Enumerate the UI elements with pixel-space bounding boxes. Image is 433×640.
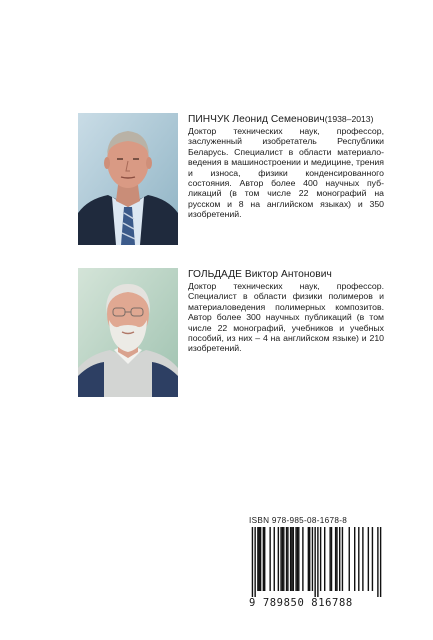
barcode-bar bbox=[280, 527, 281, 591]
barcode-bar bbox=[312, 527, 313, 591]
author-photo-2 bbox=[78, 268, 178, 397]
barcode-bar bbox=[329, 527, 330, 591]
barcode-bar bbox=[354, 527, 355, 591]
barcode-bar bbox=[287, 527, 288, 591]
barcode-bar bbox=[260, 527, 261, 591]
author-heading-2 bbox=[188, 268, 384, 281]
author-name: ГОЛЬДАДЕ Виктор Антонович bbox=[188, 269, 332, 280]
barcode-bar bbox=[358, 527, 359, 591]
isbn-label: ISBN 978-985-08-1678-8 bbox=[249, 516, 348, 525]
author-years: (1938–2013) bbox=[324, 114, 374, 124]
barcode-bar bbox=[293, 527, 294, 591]
barcode-bar bbox=[309, 527, 310, 591]
barcode-bar bbox=[286, 527, 287, 591]
barcode-bar bbox=[274, 527, 275, 591]
barcode-bar bbox=[297, 527, 298, 591]
barcode-bar bbox=[372, 527, 373, 591]
barcode-bar bbox=[252, 527, 253, 597]
barcode-bar bbox=[302, 527, 303, 591]
author-name: ПИНЧУК Леонид Семенович bbox=[188, 114, 325, 125]
barcode-bar bbox=[278, 527, 279, 591]
barcode-bar bbox=[314, 527, 315, 597]
barcode-bar bbox=[349, 527, 350, 591]
author-bio-1 bbox=[188, 113, 384, 220]
barcode-bars bbox=[249, 527, 384, 597]
barcode-bar bbox=[317, 527, 318, 597]
barcode-bar bbox=[291, 527, 292, 591]
author-description: Доктор технических наук, профессор, заслуженный изобретатель Республики Беларусь. Специалист в области материаловедения в машиностроении и медицине, трения и износа, физики конденсированного состояния. Автор более 400 научных публикаций (в том числе 22 монографий на русском и 8 на английском языках) и 350 изобретений. bbox=[188, 126, 384, 220]
barcode-bar bbox=[335, 527, 336, 591]
barcode-bar bbox=[324, 527, 325, 591]
barcode-bar bbox=[257, 527, 258, 591]
barcode-bar bbox=[308, 527, 309, 591]
barcode-bar bbox=[362, 527, 363, 591]
barcode-bar bbox=[264, 527, 265, 591]
author-photo-1 bbox=[78, 113, 178, 245]
isbn-barcode bbox=[249, 516, 384, 612]
barcode-bar bbox=[320, 527, 321, 591]
barcode-bar bbox=[263, 527, 264, 591]
barcode-bar bbox=[283, 527, 284, 591]
barcode-bar bbox=[380, 527, 381, 597]
barcode-bar bbox=[254, 527, 255, 597]
barcode-bar bbox=[368, 527, 369, 591]
author-bio-2 bbox=[188, 268, 384, 354]
author-description: Доктор технических наук, профессор. Специалист в области физики полимеров и материаловедения полимерных композитов. Автор более 300 научных публикаций (в том числе 22 монографий, учебников и учебных пособий, из них – 4 на английском языке) и 210 изобретений. bbox=[188, 281, 384, 354]
author-heading-1 bbox=[188, 113, 384, 126]
barcode-bar bbox=[295, 527, 296, 591]
barcode-bar bbox=[282, 527, 283, 591]
barcode-digits: 9 789850 816788 bbox=[249, 597, 353, 609]
barcode-bar bbox=[336, 527, 337, 591]
barcode-bar bbox=[342, 527, 343, 591]
barcode-bar bbox=[269, 527, 270, 591]
barcode-bar bbox=[377, 527, 378, 597]
barcode-bar bbox=[290, 527, 291, 591]
barcode-bar bbox=[331, 527, 332, 591]
barcode-bar bbox=[298, 527, 299, 591]
barcode-bar bbox=[339, 527, 340, 591]
barcode-bar bbox=[259, 527, 260, 591]
